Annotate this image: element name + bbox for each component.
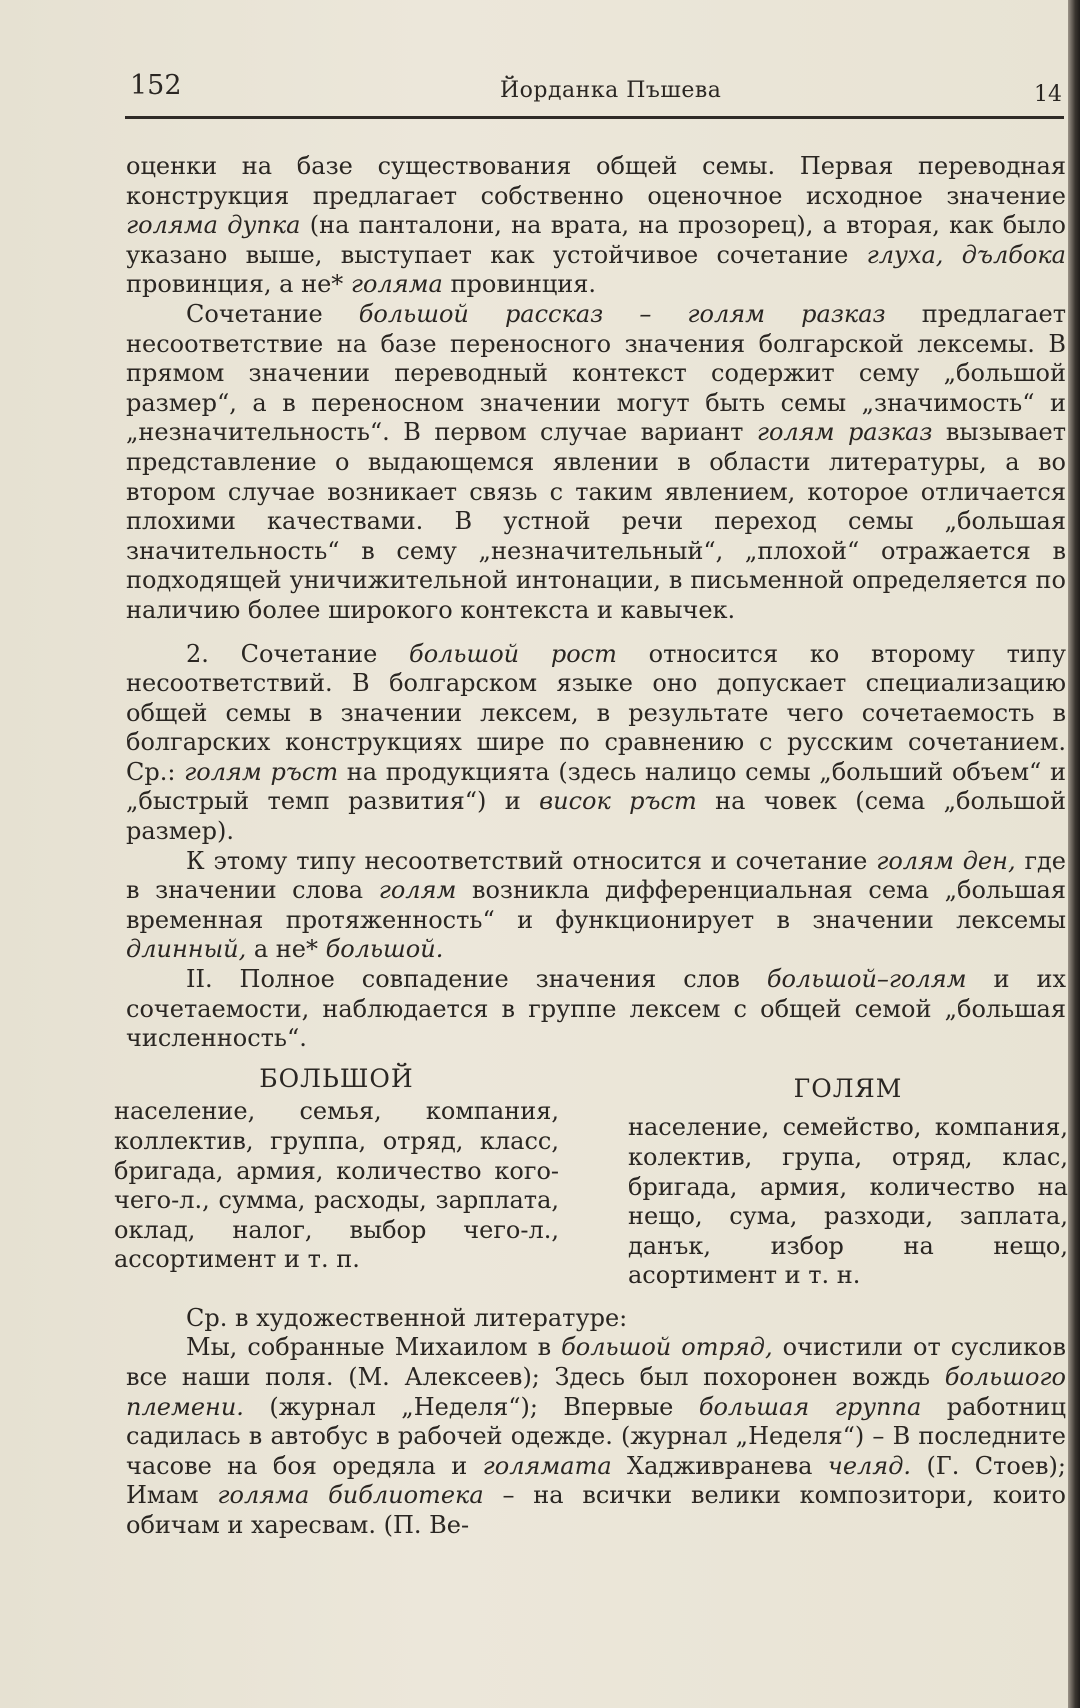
italic-term: глуха, дълбока — [866, 240, 1066, 269]
italic-term: большая группа — [698, 1392, 922, 1421]
italic-term: большой рост — [409, 639, 617, 668]
text-run: Сочетание — [186, 299, 359, 328]
text-run: Хадживранева — [611, 1451, 828, 1480]
text-run: (на панталони, на врата, на прозорец), а вторая, как было указано выше, выступает как устойчивое сочетание — [126, 211, 1066, 269]
italic-term: голямата — [482, 1451, 612, 1480]
text-run: II. Полное совпадение значения слов — [186, 965, 767, 994]
italic-term: висок ръст — [539, 787, 697, 816]
italic-term: большой отряд, — [561, 1333, 773, 1362]
paragraph — [126, 1304, 1066, 1334]
column-text-golyam: население, семейство, компания, колектив, група, отряд, клас, бригада, армия, количество на нещо, сума, разходи, заплата, данък, избор на нещо, асортимент и т. н. — [628, 1113, 1068, 1290]
text-run: К этому типу несоответствий относится и сочетание — [186, 846, 877, 875]
column-heading-golyam: ГОЛЯМ — [793, 1073, 903, 1103]
italic-term: большой рассказ – голям разказ — [358, 299, 886, 328]
text-run: на човек (сема „большой размер). — [126, 787, 1066, 846]
text-run: Ср. в художественной литературе: — [186, 1303, 628, 1332]
column-heading-bolshoy: БОЛЬШОЙ — [259, 1063, 414, 1093]
text-run: – на всички велики композитори, които обичам и харесвам. (П. Ве- — [126, 1481, 1066, 1539]
text-run: 2. Сочетание — [186, 639, 410, 668]
column-golyam — [628, 1074, 1068, 1291]
italic-term: голяма дупка — [126, 211, 301, 240]
text-run: (Г. Стоев); Имам — [126, 1451, 1066, 1510]
italic-term: голяма — [350, 270, 443, 299]
comparison-columns — [114, 1063, 1068, 1304]
italic-term: голям — [378, 876, 457, 905]
text-run: провинция. — [442, 270, 597, 299]
text-run: очистили от сусликов все наши поля. (М. Алексеев); Здесь был похоронен вождь — [126, 1333, 1066, 1391]
text-run: (журнал „Неделя“); Впервые — [243, 1392, 699, 1421]
text-run: где в значении слова — [126, 846, 1066, 905]
italic-term: голям разказ — [756, 418, 933, 447]
text-run: провинция, а не* — [126, 270, 351, 299]
text-run: предлагает несоответствие на базе переносного значения болгарской лексемы. В прямом значении переводный контекст содержит сему „большой размер“, а в переносном значении могут быть семы „значимость“ и „незначительность“. В первом случае вариант — [126, 299, 1067, 447]
italic-term: длинный, — [126, 935, 247, 964]
italic-term: голям ден, — [876, 846, 1016, 875]
paragraphs — [126, 152, 1066, 1054]
header-rule — [125, 116, 1064, 119]
paragraph — [126, 1333, 1066, 1540]
italic-term: большого племени. — [126, 1363, 1066, 1421]
italic-term: голяма библиотека — [217, 1481, 484, 1510]
paragraph — [126, 965, 1066, 1054]
binding-shadow — [1068, 0, 1080, 1708]
next-page-edge-number: 14 — [1034, 82, 1062, 107]
page-number: 152 — [130, 70, 182, 101]
italic-term: большой–голям — [766, 965, 967, 994]
literature-examples — [126, 1304, 1066, 1541]
text-run: работниц садилась в автобус в рабочей одежде. (журнал „Неделя“) – В последните часове на боя оредяла и — [126, 1392, 1066, 1480]
paragraph — [126, 640, 1066, 847]
paragraph — [126, 300, 1066, 626]
italic-term: челяд. — [827, 1451, 912, 1480]
italic-term: голям ръст — [184, 757, 339, 786]
column-bolshoy — [114, 1064, 559, 1275]
page-header — [130, 70, 1062, 110]
text-run: вызывает представление о выдающемся явлении в области литературы, а во втором случае возникает связь с таким явлением, которое отличается плохими качествами. В устной речи переход семы „большая значительность“ в сему „незначительный“, „плохой“ отражается в подходящей уничижительной интонации, в письменной определяется по наличию более широкого контекста и кавычек. — [126, 418, 1066, 624]
text-run: а не* — [246, 935, 326, 964]
text-run: относится ко второму типу несоответствий. В болгарском языке оно допускает специализацию общей семы в значении лексем, в результате чего сочетаемость в болгарских конструкциях шире по сравнению с русским сочетанием. Ср.: — [126, 639, 1066, 786]
body-text — [114, 152, 1068, 1541]
column-text-bolshoy: население, семья, компания, коллектив, группа, отряд, класс, бригада, армия, количество кого-чего-л., сумма, расходы, зарплата, оклад, налог, выбор чего-л., ассортимент и т. п. — [114, 1097, 559, 1274]
text-run: возникла дифференциальная сема „большая временная протяженность“ и функционирует в значении лексемы — [126, 876, 1066, 934]
text-run: оценки на базе существования общей семы. Первая переводная конструкция предлагает собственно оценочное исходное значение — [126, 152, 1066, 210]
running-title: Йорданка Пъшева — [500, 78, 722, 103]
text-run: на продукцията (здесь налицо семы „больший объем“ и „быстрый темп развития“) и — [126, 757, 1066, 816]
text-run: Мы, собранные Михаилом в — [186, 1333, 562, 1362]
paragraph — [126, 847, 1066, 965]
italic-term: большой. — [325, 935, 444, 964]
paragraph — [126, 152, 1066, 300]
text-run: и их сочетаемости, наблюдается в группе лексем с общей семой „большая численность“. — [126, 965, 1066, 1053]
